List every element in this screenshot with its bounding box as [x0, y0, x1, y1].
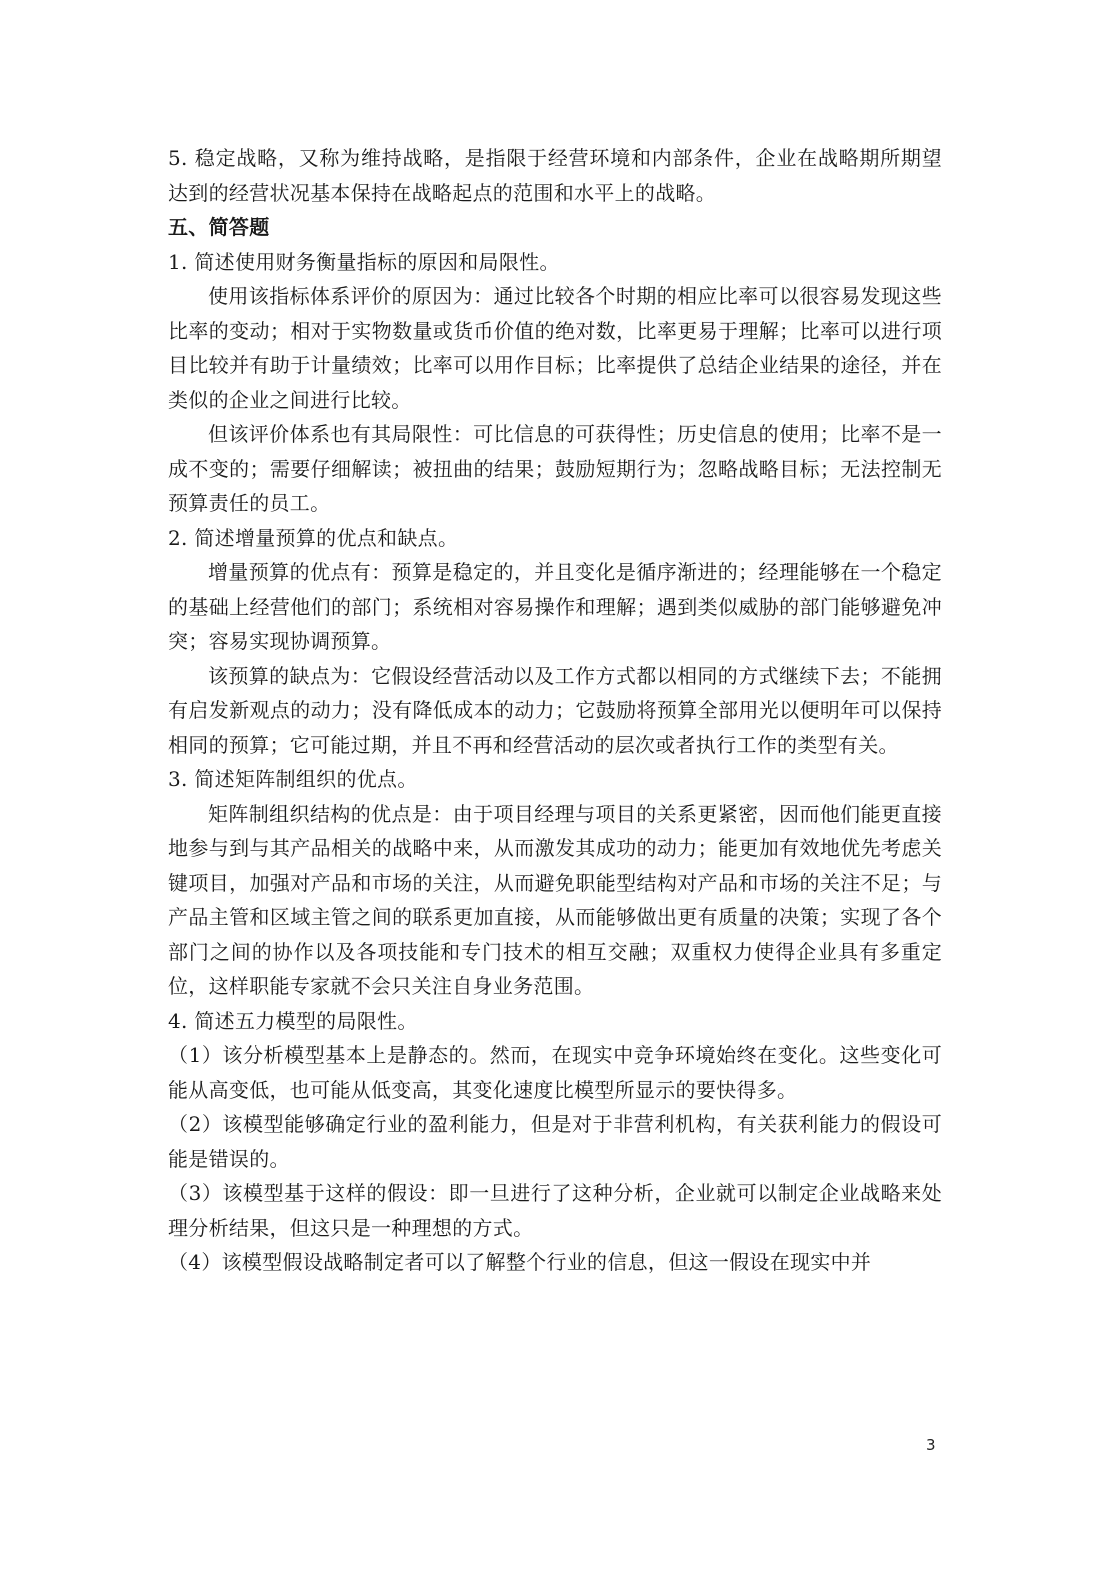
question-4-point-1: （1）该分析模型基本上是静态的。然而，在现实中竞争环境始终在变化。这些变化可能从高变低，也可能从低变高，其变化速度比模型所显示的要快得多。 [168, 1043, 942, 1102]
paragraph-stable-strategy: 5. 稳定战略，又称为维持战略，是指限于经营环境和内部条件，企业在战略期所期望达到的经营状况基本保持在战略起点的范围和水平上的战略。 [168, 146, 942, 205]
question-2-answer-advantages: 增量预算的优点有：预算是稳定的，并且变化是循序渐进的；经理能够在一个稳定的基础上经营他们的部门；系统相对容易操作和理解；遇到类似威胁的部门能够避免冲突；容易实现协调预算。 [168, 560, 942, 653]
section-heading-short-answer: 五、简答题 [168, 215, 270, 239]
question-4-point-3: （3）该模型基于这样的假设：即一旦进行了这种分析，企业就可以制定企业战略来处理分析结果，但这只是一种理想的方式。 [168, 1181, 942, 1240]
question-4-point-2: （2）该模型能够确定行业的盈利能力，但是对于非营利机构，有关获利能力的假设可能是错误的。 [168, 1112, 942, 1171]
page-number: 3 [926, 1436, 936, 1454]
question-4-title: 4. 简述五力模型的局限性。 [168, 1008, 418, 1033]
question-3-title: 3. 简述矩阵制组织的优点。 [168, 767, 418, 791]
page-content [168, 141, 942, 1280]
question-4-point-4: （4）该模型假设战略制定者可以了解整个行业的信息，但这一假设在现实中并 [168, 1250, 872, 1274]
question-3-answer: 矩阵制组织结构的优点是：由于项目经理与项目的关系更紧密，因而他们能更直接地参与到与其产品相关的战略中来，从而激发其成功的动力；能更加有效地优先考虑关键项目，加强对产品和市场的关注，从而避免职能型结构对产品和市场的关注不足；与产品主管和区域主管之间的联系更加直接，从而能够做出更有质量的决策；实现了各个部门之间的协作以及各项技能和专门技术的相互交融；双重权力使得企业具有多重定位，这样职能专家就不会只关注自身业务范围。 [168, 801, 942, 998]
question-2-title: 2. 简述增量预算的优点和缺点。 [168, 525, 459, 550]
question-1-answer-reasons: 使用该指标体系评价的原因为：通过比较各个时期的相应比率可以很容易发现这些比率的变动；相对于实物数量或货币价值的绝对数，比率更易于理解；比率可以进行项目比较并有助于计量绩效；比率可以用作目标；比率提供了总结企业结果的途径，并在类似的企业之间进行比较。 [168, 284, 942, 412]
question-2-answer-disadvantages: 该预算的缺点为：它假设经营活动以及工作方式都以相同的方式继续下去；不能拥有启发新观点的动力；没有降低成本的动力；它鼓励将预算全部用光以便明年可以保持相同的预算；它可能过期，并且不再和经营活动的层次或者执行工作的类型有关。 [168, 663, 942, 757]
question-1-answer-limitations: 但该评价体系也有其局限性：可比信息的可获得性；历史信息的使用；比率不是一成不变的；需要仔细解读；被扭曲的结果；鼓励短期行为；忽略战略目标；无法控制无预算责任的员工。 [168, 422, 942, 515]
question-1-title: 1. 简述使用财务衡量指标的原因和局限性。 [168, 249, 560, 274]
